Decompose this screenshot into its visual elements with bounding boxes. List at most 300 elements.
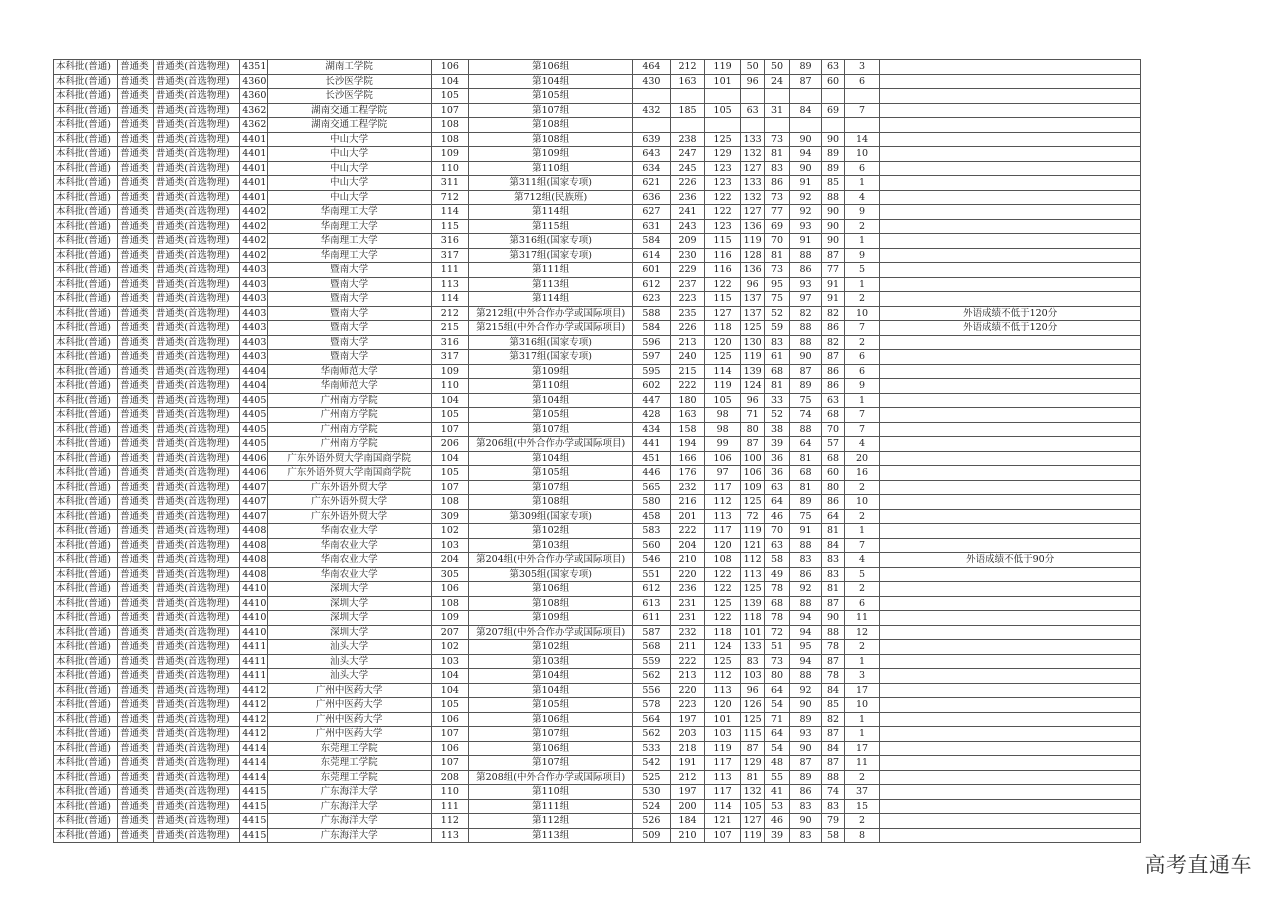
cell-elective-score: 115 bbox=[740, 727, 764, 742]
cell-score-6: 91 bbox=[789, 176, 822, 191]
cell-total-score: 634 bbox=[633, 161, 671, 176]
cell-score-6: 86 bbox=[789, 785, 822, 800]
cell-elective-score: 125 bbox=[740, 712, 764, 727]
cell-rank-count bbox=[844, 118, 880, 133]
cell-score-7 bbox=[822, 89, 844, 104]
cell-rank-count: 2 bbox=[844, 219, 880, 234]
cell-remark bbox=[880, 408, 1141, 423]
table-row bbox=[54, 640, 1141, 655]
cell-total-score: 458 bbox=[633, 509, 671, 524]
cell-subject-type: 普通类(首选物理) bbox=[153, 306, 240, 321]
cell-elective-score: 133 bbox=[740, 640, 764, 655]
cell-group-code: 109 bbox=[431, 611, 469, 626]
cell-school-code: 4406 bbox=[240, 466, 267, 481]
cell-score-5: 81 bbox=[765, 379, 789, 394]
cell-score-7: 60 bbox=[822, 466, 844, 481]
cell-score-5: 54 bbox=[765, 741, 789, 756]
cell-score-6: 92 bbox=[789, 205, 822, 220]
cell-subject-type: 普通类(首选物理) bbox=[153, 379, 240, 394]
cell-group-name: 第309组(国家专项) bbox=[469, 509, 633, 524]
cell-subject-score: 125 bbox=[705, 596, 741, 611]
cell-chinese-math-score: 210 bbox=[670, 828, 705, 843]
cell-subject-score: 124 bbox=[705, 640, 741, 655]
cell-school-name: 暨南大学 bbox=[267, 263, 431, 278]
cell-score-7: 91 bbox=[822, 292, 844, 307]
cell-score-7: 90 bbox=[822, 219, 844, 234]
cell-rank-count: 7 bbox=[844, 538, 880, 553]
cell-chinese-math-score: 230 bbox=[670, 248, 705, 263]
cell-total-score: 597 bbox=[633, 350, 671, 365]
cell-school-code: 4402 bbox=[240, 248, 267, 263]
cell-score-7: 84 bbox=[822, 683, 844, 698]
cell-total-score: 447 bbox=[633, 393, 671, 408]
cell-remark bbox=[880, 60, 1141, 75]
cell-subject-score: 112 bbox=[705, 669, 741, 684]
cell-school-name: 深圳大学 bbox=[267, 596, 431, 611]
cell-batch: 本科批(普通) bbox=[54, 727, 118, 742]
cell-chinese-math-score: 163 bbox=[670, 408, 705, 423]
cell-score-7: 78 bbox=[822, 640, 844, 655]
cell-score-6: 94 bbox=[789, 625, 822, 640]
cell-school-name: 广东外语外贸大学 bbox=[267, 480, 431, 495]
cell-group-name: 第113组 bbox=[469, 277, 633, 292]
cell-total-score: 584 bbox=[633, 321, 671, 336]
cell-score-7: 82 bbox=[822, 306, 844, 321]
cell-total-score: 430 bbox=[633, 74, 671, 89]
cell-elective-score: 139 bbox=[740, 364, 764, 379]
cell-subject-type: 普通类(首选物理) bbox=[153, 263, 240, 278]
cell-chinese-math-score: 212 bbox=[670, 770, 705, 785]
cell-total-score: 533 bbox=[633, 741, 671, 756]
cell-subject-score bbox=[705, 89, 741, 104]
cell-batch: 本科批(普通) bbox=[54, 306, 118, 321]
cell-rank-count: 2 bbox=[844, 335, 880, 350]
table-row bbox=[54, 147, 1141, 162]
cell-school-name: 中山大学 bbox=[267, 190, 431, 205]
cell-group-code: 105 bbox=[431, 408, 469, 423]
cell-group-code: 107 bbox=[431, 103, 469, 118]
cell-group-name: 第104组 bbox=[469, 683, 633, 698]
cell-elective-score: 96 bbox=[740, 393, 764, 408]
cell-total-score: 525 bbox=[633, 770, 671, 785]
cell-category: 普通类 bbox=[118, 640, 154, 655]
cell-subject-type: 普通类(首选物理) bbox=[153, 785, 240, 800]
cell-score-6: 89 bbox=[789, 495, 822, 510]
cell-category: 普通类 bbox=[118, 393, 154, 408]
cell-category: 普通类 bbox=[118, 567, 154, 582]
cell-category: 普通类 bbox=[118, 727, 154, 742]
cell-rank-count: 2 bbox=[844, 480, 880, 495]
cell-subject-type: 普通类(首选物理) bbox=[153, 712, 240, 727]
cell-group-code: 108 bbox=[431, 132, 469, 147]
cell-score-5: 63 bbox=[765, 538, 789, 553]
cell-score-6: 88 bbox=[789, 248, 822, 263]
cell-elective-score: 109 bbox=[740, 480, 764, 495]
cell-score-5: 46 bbox=[765, 509, 789, 524]
cell-subject-score: 123 bbox=[705, 176, 741, 191]
cell-subject-score: 122 bbox=[705, 611, 741, 626]
cell-subject-score: 125 bbox=[705, 350, 741, 365]
cell-score-7: 90 bbox=[822, 234, 844, 249]
cell-chinese-math-score: 212 bbox=[670, 60, 705, 75]
cell-total-score: 602 bbox=[633, 379, 671, 394]
cell-chinese-math-score: 222 bbox=[670, 524, 705, 539]
cell-subject-score: 129 bbox=[705, 147, 741, 162]
table-row bbox=[54, 654, 1141, 669]
cell-chinese-math-score: 158 bbox=[670, 422, 705, 437]
cell-total-score: 596 bbox=[633, 335, 671, 350]
cell-subject-type: 普通类(首选物理) bbox=[153, 466, 240, 481]
cell-chinese-math-score: 216 bbox=[670, 495, 705, 510]
cell-group-name: 第109组 bbox=[469, 364, 633, 379]
cell-subject-type: 普通类(首选物理) bbox=[153, 74, 240, 89]
table-row bbox=[54, 712, 1141, 727]
cell-elective-score: 72 bbox=[740, 509, 764, 524]
cell-school-name: 华南农业大学 bbox=[267, 524, 431, 539]
cell-remark bbox=[880, 364, 1141, 379]
cell-subject-type: 普通类(首选物理) bbox=[153, 799, 240, 814]
cell-rank-count: 5 bbox=[844, 263, 880, 278]
cell-group-code: 110 bbox=[431, 785, 469, 800]
cell-school-code: 4401 bbox=[240, 161, 267, 176]
cell-group-name: 第712组(民族班) bbox=[469, 190, 633, 205]
cell-group-code: 106 bbox=[431, 741, 469, 756]
table-row bbox=[54, 495, 1141, 510]
cell-chinese-math-score: 226 bbox=[670, 321, 705, 336]
cell-school-name: 广州南方学院 bbox=[267, 393, 431, 408]
cell-category: 普通类 bbox=[118, 712, 154, 727]
cell-category: 普通类 bbox=[118, 219, 154, 234]
cell-subject-score: 119 bbox=[705, 60, 741, 75]
cell-category: 普通类 bbox=[118, 74, 154, 89]
cell-group-name: 第102组 bbox=[469, 640, 633, 655]
cell-rank-count: 8 bbox=[844, 828, 880, 843]
cell-score-5: 81 bbox=[765, 147, 789, 162]
cell-rank-count: 6 bbox=[844, 350, 880, 365]
cell-score-5: 55 bbox=[765, 770, 789, 785]
cell-score-5: 54 bbox=[765, 698, 789, 713]
cell-rank-count: 12 bbox=[844, 625, 880, 640]
cell-subject-score bbox=[705, 118, 741, 133]
cell-remark bbox=[880, 263, 1141, 278]
cell-subject-score: 119 bbox=[705, 741, 741, 756]
cell-chinese-math-score: 210 bbox=[670, 553, 705, 568]
cell-category: 普通类 bbox=[118, 611, 154, 626]
cell-score-7: 87 bbox=[822, 248, 844, 263]
cell-category: 普通类 bbox=[118, 321, 154, 336]
cell-school-code: 4408 bbox=[240, 553, 267, 568]
cell-category: 普通类 bbox=[118, 785, 154, 800]
cell-total-score: 565 bbox=[633, 480, 671, 495]
cell-school-code: 4360 bbox=[240, 89, 267, 104]
cell-school-code: 4405 bbox=[240, 393, 267, 408]
cell-elective-score: 105 bbox=[740, 799, 764, 814]
cell-batch: 本科批(普通) bbox=[54, 219, 118, 234]
cell-score-6: 91 bbox=[789, 524, 822, 539]
cell-score-5: 86 bbox=[765, 176, 789, 191]
cell-school-name: 中山大学 bbox=[267, 132, 431, 147]
cell-school-name: 广州中医药大学 bbox=[267, 683, 431, 698]
cell-batch: 本科批(普通) bbox=[54, 437, 118, 452]
cell-score-5: 48 bbox=[765, 756, 789, 771]
cell-score-7: 91 bbox=[822, 277, 844, 292]
cell-group-code: 104 bbox=[431, 451, 469, 466]
cell-rank-count: 14 bbox=[844, 132, 880, 147]
cell-group-code: 110 bbox=[431, 161, 469, 176]
cell-batch: 本科批(普通) bbox=[54, 538, 118, 553]
cell-category: 普通类 bbox=[118, 698, 154, 713]
cell-score-5: 83 bbox=[765, 161, 789, 176]
cell-school-name: 暨南大学 bbox=[267, 350, 431, 365]
cell-elective-score: 106 bbox=[740, 466, 764, 481]
cell-elective-score: 119 bbox=[740, 234, 764, 249]
cell-remark bbox=[880, 495, 1141, 510]
cell-score-7: 84 bbox=[822, 741, 844, 756]
cell-score-5: 59 bbox=[765, 321, 789, 336]
cell-rank-count: 20 bbox=[844, 451, 880, 466]
cell-subject-type: 普通类(首选物理) bbox=[153, 89, 240, 104]
cell-remark: 外语成绩不低于120分 bbox=[880, 306, 1141, 321]
cell-batch: 本科批(普通) bbox=[54, 422, 118, 437]
cell-score-5: 61 bbox=[765, 350, 789, 365]
cell-category: 普通类 bbox=[118, 205, 154, 220]
cell-score-6: 94 bbox=[789, 654, 822, 669]
cell-batch: 本科批(普通) bbox=[54, 814, 118, 829]
cell-elective-score: 133 bbox=[740, 176, 764, 191]
cell-rank-count: 4 bbox=[844, 437, 880, 452]
cell-school-code: 4402 bbox=[240, 219, 267, 234]
cell-total-score: 584 bbox=[633, 234, 671, 249]
cell-score-6: 87 bbox=[789, 74, 822, 89]
cell-elective-score: 50 bbox=[740, 60, 764, 75]
cell-category: 普通类 bbox=[118, 741, 154, 756]
table-row bbox=[54, 799, 1141, 814]
cell-group-name: 第212组(中外合作办学或国际项目) bbox=[469, 306, 633, 321]
cell-remark bbox=[880, 524, 1141, 539]
cell-subject-score: 127 bbox=[705, 306, 741, 321]
cell-score-7: 87 bbox=[822, 350, 844, 365]
cell-category: 普通类 bbox=[118, 335, 154, 350]
cell-school-code: 4412 bbox=[240, 727, 267, 742]
cell-school-name: 湖南交通工程学院 bbox=[267, 118, 431, 133]
cell-batch: 本科批(普通) bbox=[54, 263, 118, 278]
cell-remark bbox=[880, 161, 1141, 176]
cell-group-code: 204 bbox=[431, 553, 469, 568]
cell-category: 普通类 bbox=[118, 350, 154, 365]
cell-score-5: 73 bbox=[765, 190, 789, 205]
cell-school-code: 4362 bbox=[240, 103, 267, 118]
cell-total-score: 432 bbox=[633, 103, 671, 118]
cell-score-7: 63 bbox=[822, 60, 844, 75]
cell-group-code: 316 bbox=[431, 335, 469, 350]
cell-chinese-math-score: 220 bbox=[670, 683, 705, 698]
cell-batch: 本科批(普通) bbox=[54, 712, 118, 727]
cell-group-name: 第107组 bbox=[469, 480, 633, 495]
cell-remark bbox=[880, 379, 1141, 394]
cell-elective-score: 127 bbox=[740, 161, 764, 176]
cell-rank-count: 10 bbox=[844, 698, 880, 713]
cell-score-5: 64 bbox=[765, 727, 789, 742]
cell-score-5: 77 bbox=[765, 205, 789, 220]
cell-score-5: 51 bbox=[765, 640, 789, 655]
cell-school-name: 暨南大学 bbox=[267, 277, 431, 292]
cell-subject-score: 122 bbox=[705, 205, 741, 220]
cell-group-code: 108 bbox=[431, 495, 469, 510]
cell-school-code: 4360 bbox=[240, 74, 267, 89]
cell-chinese-math-score: 231 bbox=[670, 611, 705, 626]
cell-rank-count: 11 bbox=[844, 611, 880, 626]
cell-rank-count: 10 bbox=[844, 147, 880, 162]
cell-elective-score: 133 bbox=[740, 132, 764, 147]
cell-subject-score: 117 bbox=[705, 785, 741, 800]
cell-subject-score: 98 bbox=[705, 422, 741, 437]
table-row bbox=[54, 277, 1141, 292]
cell-remark bbox=[880, 509, 1141, 524]
cell-score-7: 86 bbox=[822, 379, 844, 394]
cell-total-score: 601 bbox=[633, 263, 671, 278]
cell-group-code: 106 bbox=[431, 60, 469, 75]
cell-category: 普通类 bbox=[118, 408, 154, 423]
cell-rank-count: 11 bbox=[844, 756, 880, 771]
cell-subject-type: 普通类(首选物理) bbox=[153, 118, 240, 133]
cell-category: 普通类 bbox=[118, 756, 154, 771]
cell-group-name: 第316组(国家专项) bbox=[469, 335, 633, 350]
cell-remark bbox=[880, 393, 1141, 408]
cell-category: 普通类 bbox=[118, 379, 154, 394]
table-row bbox=[54, 161, 1141, 176]
cell-score-7: 81 bbox=[822, 524, 844, 539]
table-row bbox=[54, 132, 1141, 147]
table-row bbox=[54, 205, 1141, 220]
cell-score-6: 90 bbox=[789, 741, 822, 756]
cell-score-6: 81 bbox=[789, 451, 822, 466]
cell-school-name: 广州中医药大学 bbox=[267, 727, 431, 742]
cell-school-code: 4414 bbox=[240, 770, 267, 785]
cell-score-6: 74 bbox=[789, 408, 822, 423]
cell-category: 普通类 bbox=[118, 306, 154, 321]
table-row bbox=[54, 393, 1141, 408]
cell-chinese-math-score: 209 bbox=[670, 234, 705, 249]
table-row bbox=[54, 176, 1141, 191]
cell-score-7: 89 bbox=[822, 147, 844, 162]
cell-batch: 本科批(普通) bbox=[54, 335, 118, 350]
cell-subject-score: 122 bbox=[705, 582, 741, 597]
cell-subject-type: 普通类(首选物理) bbox=[153, 698, 240, 713]
cell-chinese-math-score: 184 bbox=[670, 814, 705, 829]
cell-subject-score: 115 bbox=[705, 234, 741, 249]
cell-elective-score: 139 bbox=[740, 596, 764, 611]
cell-score-5: 39 bbox=[765, 437, 789, 452]
table-row bbox=[54, 611, 1141, 626]
cell-subject-type: 普通类(首选物理) bbox=[153, 292, 240, 307]
cell-score-7: 83 bbox=[822, 553, 844, 568]
cell-group-name: 第102组 bbox=[469, 524, 633, 539]
cell-remark bbox=[880, 611, 1141, 626]
cell-school-code: 4403 bbox=[240, 335, 267, 350]
cell-score-6: 90 bbox=[789, 350, 822, 365]
cell-batch: 本科批(普通) bbox=[54, 74, 118, 89]
table-row bbox=[54, 553, 1141, 568]
cell-subject-score: 113 bbox=[705, 770, 741, 785]
cell-elective-score: 126 bbox=[740, 698, 764, 713]
cell-school-code: 4404 bbox=[240, 364, 267, 379]
cell-school-name: 深圳大学 bbox=[267, 582, 431, 597]
cell-school-code: 4408 bbox=[240, 524, 267, 539]
cell-rank-count: 1 bbox=[844, 277, 880, 292]
cell-total-score: 441 bbox=[633, 437, 671, 452]
cell-school-name: 中山大学 bbox=[267, 147, 431, 162]
cell-subject-score: 117 bbox=[705, 756, 741, 771]
cell-category: 普通类 bbox=[118, 422, 154, 437]
cell-subject-type: 普通类(首选物理) bbox=[153, 205, 240, 220]
cell-remark bbox=[880, 466, 1141, 481]
cell-subject-score: 117 bbox=[705, 524, 741, 539]
cell-subject-score: 118 bbox=[705, 321, 741, 336]
cell-elective-score: 128 bbox=[740, 248, 764, 263]
cell-school-code: 4403 bbox=[240, 350, 267, 365]
cell-chinese-math-score bbox=[670, 89, 705, 104]
cell-group-code: 106 bbox=[431, 582, 469, 597]
cell-score-6: 84 bbox=[789, 103, 822, 118]
cell-score-5: 68 bbox=[765, 364, 789, 379]
cell-chinese-math-score: 201 bbox=[670, 509, 705, 524]
cell-school-name: 东莞理工学院 bbox=[267, 756, 431, 771]
cell-school-name: 汕头大学 bbox=[267, 640, 431, 655]
cell-subject-score: 114 bbox=[705, 364, 741, 379]
cell-chinese-math-score: 213 bbox=[670, 669, 705, 684]
cell-rank-count bbox=[844, 89, 880, 104]
cell-total-score: 524 bbox=[633, 799, 671, 814]
cell-subject-score: 99 bbox=[705, 437, 741, 452]
cell-category: 普通类 bbox=[118, 190, 154, 205]
cell-score-5: 53 bbox=[765, 799, 789, 814]
cell-group-name: 第114组 bbox=[469, 205, 633, 220]
cell-category: 普通类 bbox=[118, 654, 154, 669]
cell-score-6: 89 bbox=[789, 379, 822, 394]
cell-school-name: 汕头大学 bbox=[267, 654, 431, 669]
cell-school-name: 广东外语外贸大学南国商学院 bbox=[267, 451, 431, 466]
cell-chinese-math-score: 226 bbox=[670, 176, 705, 191]
cell-category: 普通类 bbox=[118, 582, 154, 597]
table-row bbox=[54, 509, 1141, 524]
cell-remark bbox=[880, 640, 1141, 655]
cell-group-code: 102 bbox=[431, 640, 469, 655]
cell-score-7: 68 bbox=[822, 408, 844, 423]
cell-rank-count: 7 bbox=[844, 422, 880, 437]
cell-subject-score: 113 bbox=[705, 509, 741, 524]
cell-rank-count: 4 bbox=[844, 190, 880, 205]
cell-rank-count: 6 bbox=[844, 161, 880, 176]
cell-school-name: 华南理工大学 bbox=[267, 219, 431, 234]
cell-chinese-math-score: 180 bbox=[670, 393, 705, 408]
cell-school-name: 广东外语外贸大学 bbox=[267, 509, 431, 524]
cell-elective-score: 125 bbox=[740, 321, 764, 336]
cell-rank-count: 6 bbox=[844, 596, 880, 611]
cell-total-score: 587 bbox=[633, 625, 671, 640]
cell-score-5: 46 bbox=[765, 814, 789, 829]
cell-chinese-math-score: 204 bbox=[670, 538, 705, 553]
cell-subject-score: 122 bbox=[705, 277, 741, 292]
cell-remark bbox=[880, 132, 1141, 147]
cell-school-code: 4415 bbox=[240, 828, 267, 843]
cell-elective-score: 127 bbox=[740, 205, 764, 220]
cell-score-6: 92 bbox=[789, 190, 822, 205]
cell-score-6 bbox=[789, 89, 822, 104]
cell-school-code: 4410 bbox=[240, 582, 267, 597]
cell-elective-score: 80 bbox=[740, 422, 764, 437]
cell-score-7: 90 bbox=[822, 205, 844, 220]
cell-chinese-math-score: 232 bbox=[670, 480, 705, 495]
